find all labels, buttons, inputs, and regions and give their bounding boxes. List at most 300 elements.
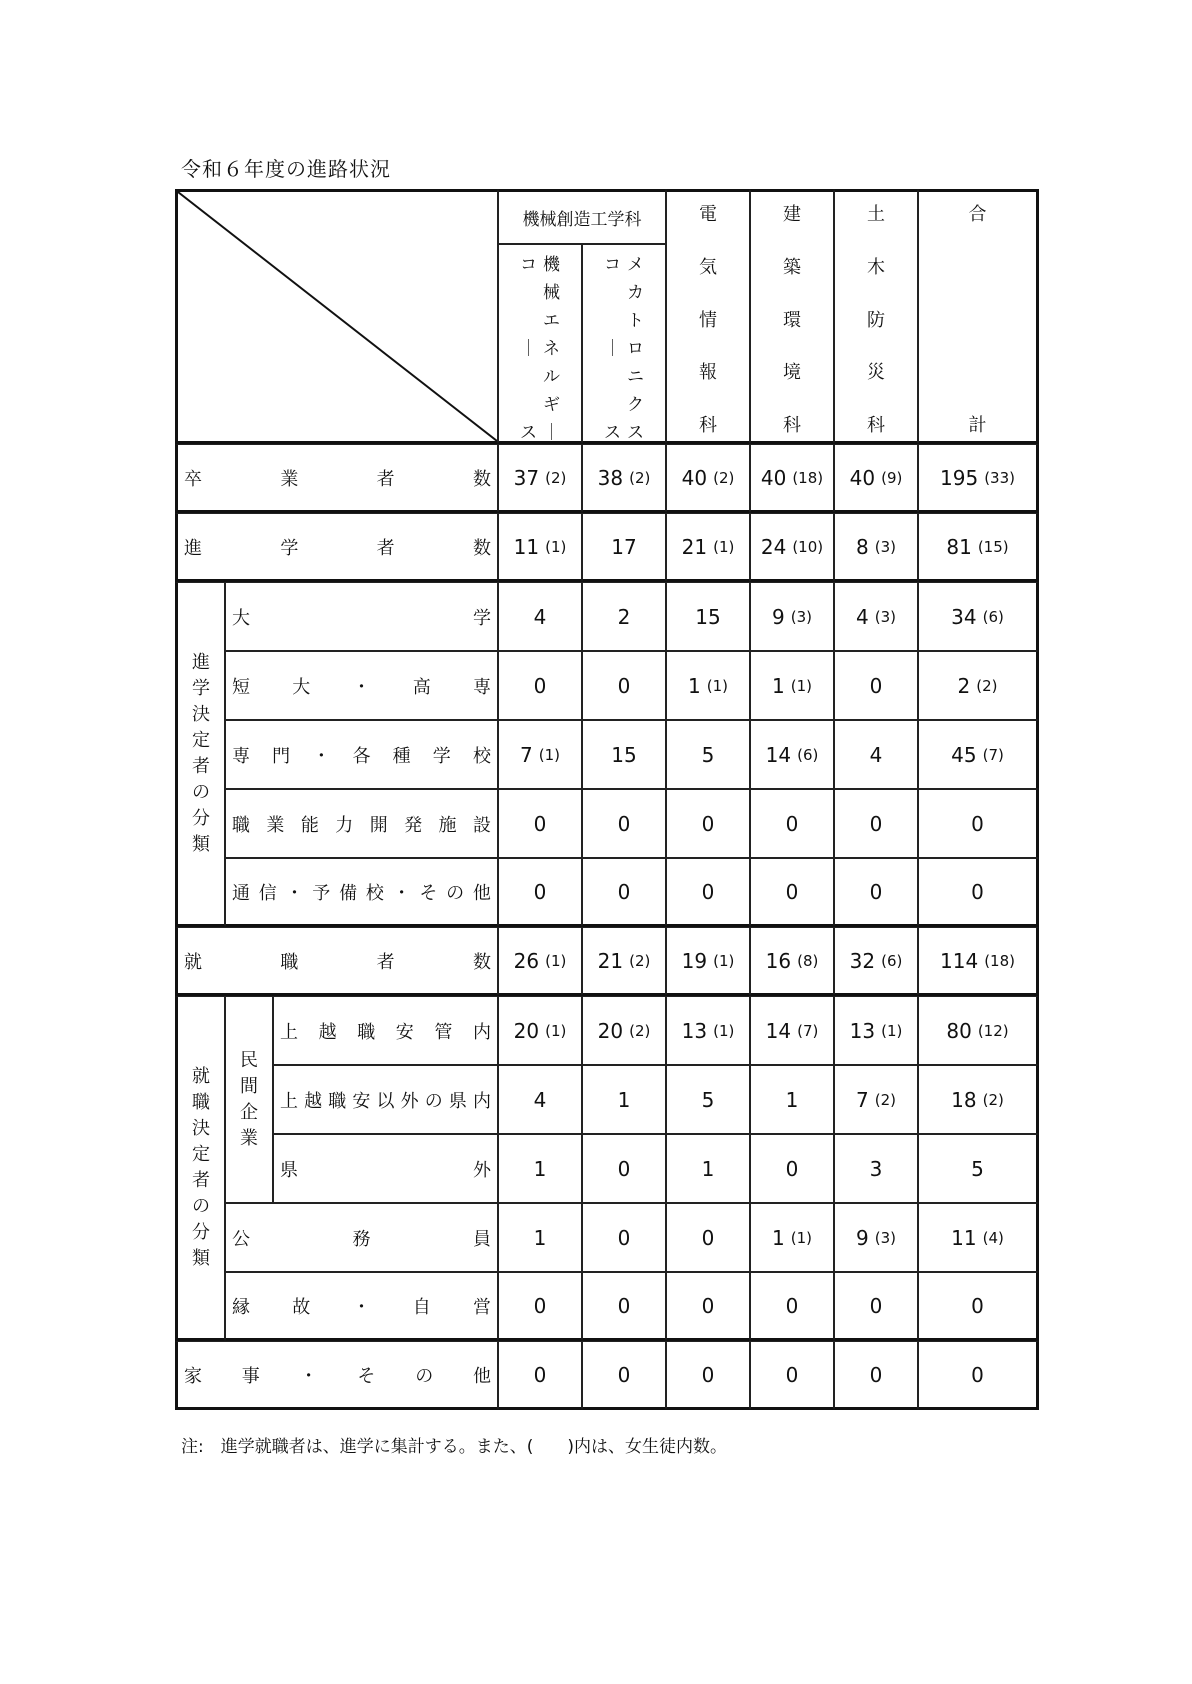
diagonal-line xyxy=(178,192,497,441)
value-cell-graduates-5 xyxy=(918,444,1039,513)
row-label-char: 縁 xyxy=(232,1296,250,1318)
value-female: (7) xyxy=(982,745,1004,764)
row-label-char: 内 xyxy=(472,1021,491,1043)
row-label-household-other xyxy=(175,1341,498,1410)
row-label-char: 職 xyxy=(328,1090,347,1112)
value-main: 24 xyxy=(760,534,787,559)
group-char: 業 xyxy=(240,1127,258,1149)
value-female: (1) xyxy=(713,1021,735,1040)
value-cell-employed-0 xyxy=(498,927,582,996)
header-char xyxy=(610,279,615,307)
value-cell-civil-servant-5 xyxy=(918,1203,1039,1272)
group-char: 学 xyxy=(192,677,210,699)
row-label-job-training xyxy=(225,789,498,858)
group-char: 定 xyxy=(192,729,210,751)
value-cell-vocational-school-1 xyxy=(582,720,666,789)
value-main: 0 xyxy=(869,1293,883,1318)
value-cell-advancing-0 xyxy=(498,513,582,582)
group-char: 職 xyxy=(192,1091,210,1113)
header-char xyxy=(526,279,531,307)
value-cell-outside-prefecture-3 xyxy=(750,1134,834,1203)
value-cell-prefecture-other-2 xyxy=(666,1065,750,1134)
value-female: (6) xyxy=(982,607,1004,626)
row-label-char: 業 xyxy=(266,814,285,836)
row-label-char: 安 xyxy=(395,1021,414,1043)
header-group-cell xyxy=(498,189,666,244)
value-cell-family-self-employed-1 xyxy=(582,1272,666,1341)
group-char: 決 xyxy=(192,1117,210,1139)
row-label-char: 者 xyxy=(376,468,395,490)
header-char: 建 xyxy=(783,204,801,225)
row-label-char: 他 xyxy=(472,1365,491,1387)
value-main: 11 xyxy=(513,534,540,559)
value-cell-vocational-school-5 xyxy=(918,720,1039,789)
header-char: 情 xyxy=(699,309,717,331)
value-main: 0 xyxy=(617,673,631,698)
value-main: 32 xyxy=(849,948,876,973)
value-main: 0 xyxy=(785,811,799,836)
value-cell-employed-1 xyxy=(582,927,666,996)
group-char: 定 xyxy=(192,1143,210,1165)
header-char: ス xyxy=(627,423,644,443)
header-char: ニ xyxy=(627,367,644,387)
value-cell-correspondence-prep-1 xyxy=(582,858,666,927)
value-main: 20 xyxy=(513,1018,540,1043)
row-label-char: 設 xyxy=(472,814,491,836)
header-char: ク xyxy=(627,395,644,415)
value-main: 14 xyxy=(765,742,792,767)
value-female: (2) xyxy=(629,1021,651,1040)
row-label-char: 大 xyxy=(292,676,311,698)
value-female: (2) xyxy=(629,468,651,487)
value-cell-job-training-3 xyxy=(750,789,834,858)
header-char: 環 xyxy=(783,309,801,331)
row-label-char: 事 xyxy=(241,1365,260,1387)
value-cell-correspondence-prep-4 xyxy=(834,858,918,927)
value-main: 17 xyxy=(611,534,637,559)
value-main: 0 xyxy=(533,673,547,698)
row-label-char: 学 xyxy=(280,537,299,559)
value-main: 4 xyxy=(533,604,547,629)
value-cell-graduates-2 xyxy=(666,444,750,513)
header-char: 科 xyxy=(699,415,717,436)
value-cell-employed-3 xyxy=(750,927,834,996)
row-label-char: 以 xyxy=(376,1090,395,1112)
value-cell-correspondence-prep-5 xyxy=(918,858,1039,927)
row-label-char: 発 xyxy=(404,814,423,836)
group-char: 分 xyxy=(192,807,210,829)
value-female: (3) xyxy=(790,607,812,626)
group-char: 間 xyxy=(240,1075,258,1097)
group-char: 決 xyxy=(192,703,210,725)
value-female: (2) xyxy=(874,1090,896,1109)
value-female: (15) xyxy=(977,537,1009,556)
value-cell-civil-servant-4 xyxy=(834,1203,918,1272)
row-label-char: 能 xyxy=(300,814,319,836)
value-cell-household-other-4 xyxy=(834,1341,918,1410)
value-main: 4 xyxy=(869,742,883,767)
group-char: 者 xyxy=(192,1169,210,1191)
row-label-char: の xyxy=(446,882,465,904)
row-label-vocational-school xyxy=(225,720,498,789)
value-female: (3) xyxy=(874,537,896,556)
row-label-char: そ xyxy=(419,882,438,904)
value-main: 4 xyxy=(856,604,869,629)
value-main: 5 xyxy=(701,1087,715,1112)
value-female: (2) xyxy=(713,468,735,487)
row-label-char: そ xyxy=(357,1365,376,1387)
value-cell-junior-college-0 xyxy=(498,651,582,720)
group-char: 類 xyxy=(192,833,210,855)
value-cell-advancing-2 xyxy=(666,513,750,582)
value-main: 0 xyxy=(701,1225,715,1250)
value-cell-junior-college-1 xyxy=(582,651,666,720)
header-char: 科 xyxy=(783,415,801,436)
header-char: 科 xyxy=(867,415,885,436)
value-main: 0 xyxy=(617,1293,631,1318)
value-cell-job-training-0 xyxy=(498,789,582,858)
value-cell-prefecture-other-3 xyxy=(750,1065,834,1134)
value-main: 1 xyxy=(701,1156,715,1181)
value-main: 16 xyxy=(765,948,792,973)
group-char: 類 xyxy=(192,1247,210,1269)
row-label-joetsu-office xyxy=(273,996,498,1065)
value-main: 1 xyxy=(617,1087,631,1112)
header-char: 防 xyxy=(867,309,885,331)
row-label-char: 専 xyxy=(473,676,491,698)
header-char: 木 xyxy=(867,256,885,278)
header-char: ロ xyxy=(627,339,644,359)
header-sub-mechatronics xyxy=(582,244,666,444)
row-label-char: 進 xyxy=(184,537,202,559)
value-main: 4 xyxy=(533,1087,547,1112)
value-cell-university-0 xyxy=(498,582,582,651)
value-female: (1) xyxy=(706,676,728,695)
header-total xyxy=(918,189,1039,444)
row-label-university xyxy=(225,582,498,651)
value-female: (1) xyxy=(538,745,560,764)
value-main: 7 xyxy=(856,1087,869,1112)
value-cell-household-other-3 xyxy=(750,1341,834,1410)
header-corner-cell xyxy=(175,189,498,444)
value-female: (2) xyxy=(545,468,567,487)
row-label-char: 職 xyxy=(280,951,299,973)
group-minkan-label xyxy=(225,996,273,1203)
value-cell-university-5 xyxy=(918,582,1039,651)
value-main: 2 xyxy=(617,604,631,629)
value-cell-outside-prefecture-0 xyxy=(498,1134,582,1203)
value-main: 0 xyxy=(869,673,883,698)
row-label-char: 上 xyxy=(280,1090,298,1112)
value-main: 0 xyxy=(785,1156,799,1181)
row-label-char: 故 xyxy=(292,1296,311,1318)
value-main: 8 xyxy=(856,534,869,559)
value-cell-outside-prefecture-4 xyxy=(834,1134,918,1203)
row-label-char: 種 xyxy=(392,745,411,767)
row-label-char: 学 xyxy=(432,745,451,767)
row-label-family-self-employed xyxy=(225,1272,498,1341)
value-main: 9 xyxy=(856,1225,869,1250)
value-female: (1) xyxy=(545,951,567,970)
row-label-civil-servant xyxy=(225,1203,498,1272)
group-char: の xyxy=(192,781,210,803)
value-main: 18 xyxy=(951,1087,977,1112)
value-cell-job-training-5 xyxy=(918,789,1039,858)
value-cell-vocational-school-2 xyxy=(666,720,750,789)
header-char: 気 xyxy=(699,256,717,278)
header-sub-mechatronics-text xyxy=(583,245,665,447)
row-label-char: 自 xyxy=(412,1296,431,1318)
value-main: 0 xyxy=(617,879,631,904)
row-label-char: 越 xyxy=(318,1021,337,1043)
row-label-char: の xyxy=(415,1365,434,1387)
value-main: 37 xyxy=(513,465,540,490)
value-cell-employed-2 xyxy=(666,927,750,996)
value-main: 15 xyxy=(611,742,637,767)
value-cell-graduates-4 xyxy=(834,444,918,513)
value-female: (6) xyxy=(881,951,903,970)
header-char: ｜ xyxy=(543,423,560,443)
value-female: (3) xyxy=(874,1228,896,1247)
value-main: 21 xyxy=(597,948,624,973)
header-char: エ xyxy=(543,311,560,331)
header-char: ｜ xyxy=(520,339,537,359)
row-label-char: 信 xyxy=(258,882,277,904)
value-main: 0 xyxy=(971,811,984,836)
value-main: 0 xyxy=(533,811,547,836)
value-main: 3 xyxy=(869,1156,883,1181)
value-female: (1) xyxy=(545,537,567,556)
header-char: 境 xyxy=(783,362,801,384)
value-main: 13 xyxy=(849,1018,876,1043)
value-main: 20 xyxy=(597,1018,624,1043)
row-label-employed xyxy=(175,927,498,996)
value-main: 0 xyxy=(617,811,631,836)
row-label-char: ・ xyxy=(392,882,411,904)
row-label-char: 公 xyxy=(232,1228,250,1250)
row-label-char: 門 xyxy=(272,745,291,767)
value-cell-vocational-school-4 xyxy=(834,720,918,789)
header-char: ネ xyxy=(543,339,560,359)
row-label-char: 予 xyxy=(312,882,331,904)
header-dept-electrical xyxy=(666,189,750,444)
value-main: 21 xyxy=(681,534,708,559)
group-char: 進 xyxy=(192,651,210,673)
header-char: メ xyxy=(627,255,644,275)
value-female: (8) xyxy=(797,951,819,970)
value-main: 7 xyxy=(520,742,533,767)
header-char xyxy=(526,307,531,335)
value-female: (2) xyxy=(982,1090,1004,1109)
value-cell-family-self-employed-3 xyxy=(750,1272,834,1341)
header-char: 電 xyxy=(699,204,717,225)
header-char: ス xyxy=(604,423,621,443)
row-label-char: 員 xyxy=(473,1228,491,1250)
header-char: ス xyxy=(520,423,537,443)
header-char xyxy=(610,363,615,391)
header-char xyxy=(610,307,615,335)
value-main: 0 xyxy=(617,1225,631,1250)
value-cell-prefecture-other-4 xyxy=(834,1065,918,1134)
value-cell-junior-college-2 xyxy=(666,651,750,720)
value-main: 5 xyxy=(701,742,715,767)
value-main: 1 xyxy=(533,1225,547,1250)
value-main: 26 xyxy=(513,948,540,973)
value-female: (1) xyxy=(790,676,812,695)
value-cell-joetsu-office-3 xyxy=(750,996,834,1065)
group-char: 就 xyxy=(192,1065,210,1087)
header-char: 合 xyxy=(968,204,987,225)
group-shingaku-label xyxy=(175,582,225,927)
header-char: 計 xyxy=(968,415,987,436)
value-cell-advancing-5 xyxy=(918,513,1039,582)
row-label-char: 職 xyxy=(357,1021,376,1043)
header-char: ギ xyxy=(543,395,560,415)
value-main: 0 xyxy=(869,1362,883,1387)
row-label-char: 職 xyxy=(232,814,250,836)
header-sub-mech-energy xyxy=(498,244,582,444)
value-cell-outside-prefecture-2 xyxy=(666,1134,750,1203)
row-label-char: 高 xyxy=(412,676,431,698)
value-cell-graduates-0 xyxy=(498,444,582,513)
header-char: カ xyxy=(627,283,644,303)
header-char: ル xyxy=(543,367,560,387)
value-cell-family-self-employed-4 xyxy=(834,1272,918,1341)
value-cell-graduates-3 xyxy=(750,444,834,513)
row-label-char: 数 xyxy=(472,951,491,973)
row-label-outside-prefecture xyxy=(273,1134,498,1203)
value-main: 0 xyxy=(533,879,547,904)
value-cell-job-training-1 xyxy=(582,789,666,858)
value-cell-advancing-4 xyxy=(834,513,918,582)
header-char: コ xyxy=(520,255,537,275)
header-sub-mech-energy-text xyxy=(499,245,581,447)
value-main: 0 xyxy=(869,811,883,836)
value-main: 0 xyxy=(785,1362,799,1387)
header-group-label: 機械創造工学科 xyxy=(522,210,642,230)
value-main: 15 xyxy=(695,604,721,629)
value-cell-outside-prefecture-5 xyxy=(918,1134,1039,1203)
value-cell-joetsu-office-5 xyxy=(918,996,1039,1065)
value-main: 2 xyxy=(957,673,971,698)
row-label-char: 安 xyxy=(352,1090,371,1112)
row-label-graduates xyxy=(175,444,498,513)
value-cell-joetsu-office-4 xyxy=(834,996,918,1065)
value-main: 34 xyxy=(951,604,977,629)
value-main: 0 xyxy=(533,1362,547,1387)
value-main: 0 xyxy=(869,879,883,904)
value-main: 1 xyxy=(772,1225,785,1250)
value-main: 114 xyxy=(940,948,979,973)
row-label-char: 県 xyxy=(448,1090,467,1112)
value-female: (33) xyxy=(984,468,1015,487)
value-cell-junior-college-4 xyxy=(834,651,918,720)
value-main: 0 xyxy=(971,1362,984,1387)
header-char: ｜ xyxy=(604,339,621,359)
value-cell-job-training-4 xyxy=(834,789,918,858)
row-label-prefecture-other xyxy=(273,1065,498,1134)
footnote: 注: 進学就職者は、進学に集計する。また、( )内は、女生徒内数。 xyxy=(181,1437,727,1457)
row-label-char: 業 xyxy=(280,468,299,490)
value-cell-junior-college-3 xyxy=(750,651,834,720)
value-cell-family-self-employed-2 xyxy=(666,1272,750,1341)
row-label-correspondence-prep xyxy=(225,858,498,927)
value-cell-joetsu-office-2 xyxy=(666,996,750,1065)
header-char: 災 xyxy=(867,362,885,384)
value-cell-prefecture-other-1 xyxy=(582,1065,666,1134)
value-female: (1) xyxy=(713,951,735,970)
value-main: 0 xyxy=(701,1362,715,1387)
value-main: 0 xyxy=(533,1293,547,1318)
value-female: (12) xyxy=(977,1021,1009,1040)
value-cell-graduates-1 xyxy=(582,444,666,513)
value-cell-job-training-2 xyxy=(666,789,750,858)
value-main: 14 xyxy=(765,1018,792,1043)
group-char: 企 xyxy=(240,1101,258,1123)
group-char: の xyxy=(192,1195,210,1217)
value-cell-employed-4 xyxy=(834,927,918,996)
value-cell-family-self-employed-0 xyxy=(498,1272,582,1341)
header-char: 機 xyxy=(543,255,560,275)
page-title: 令和６年度の進路状況 xyxy=(181,157,391,181)
value-main: 40 xyxy=(849,465,876,490)
value-female: (7) xyxy=(797,1021,819,1040)
value-cell-household-other-0 xyxy=(498,1341,582,1410)
value-cell-vocational-school-3 xyxy=(750,720,834,789)
value-main: 0 xyxy=(617,1362,631,1387)
value-main: 81 xyxy=(946,534,972,559)
value-main: 0 xyxy=(785,879,799,904)
value-cell-university-4 xyxy=(834,582,918,651)
value-cell-joetsu-office-0 xyxy=(498,996,582,1065)
value-cell-civil-servant-3 xyxy=(750,1203,834,1272)
row-label-char: 上 xyxy=(280,1021,298,1043)
value-cell-correspondence-prep-0 xyxy=(498,858,582,927)
value-female: (9) xyxy=(881,468,903,487)
value-female: (2) xyxy=(976,676,998,695)
row-label-char: 備 xyxy=(339,882,358,904)
value-cell-junior-college-5 xyxy=(918,651,1039,720)
header-sub-mechatronics-col xyxy=(604,251,621,447)
value-cell-outside-prefecture-1 xyxy=(582,1134,666,1203)
value-cell-civil-servant-1 xyxy=(582,1203,666,1272)
row-label-char: 外 xyxy=(400,1090,419,1112)
value-cell-correspondence-prep-3 xyxy=(750,858,834,927)
value-main: 0 xyxy=(971,879,984,904)
row-label-char: 数 xyxy=(472,468,491,490)
value-main: 1 xyxy=(772,673,785,698)
value-cell-household-other-1 xyxy=(582,1341,666,1410)
row-label-char: 短 xyxy=(232,676,250,698)
value-main: 0 xyxy=(701,1293,715,1318)
group-shushoku-label xyxy=(175,996,225,1341)
header-dept-civil xyxy=(834,189,918,444)
row-label-char: 校 xyxy=(365,882,384,904)
row-label-char: 内 xyxy=(473,1090,491,1112)
row-label-char: 他 xyxy=(472,882,491,904)
header-char: 報 xyxy=(699,362,717,384)
row-label-char: 営 xyxy=(473,1296,491,1318)
value-cell-university-2 xyxy=(666,582,750,651)
row-label-advancing xyxy=(175,513,498,582)
row-label-char: の xyxy=(424,1090,443,1112)
value-cell-university-1 xyxy=(582,582,666,651)
value-cell-joetsu-office-1 xyxy=(582,996,666,1065)
value-female: (3) xyxy=(874,607,896,626)
value-cell-vocational-school-0 xyxy=(498,720,582,789)
row-label-char: 外 xyxy=(473,1159,491,1181)
value-female: (1) xyxy=(881,1021,903,1040)
